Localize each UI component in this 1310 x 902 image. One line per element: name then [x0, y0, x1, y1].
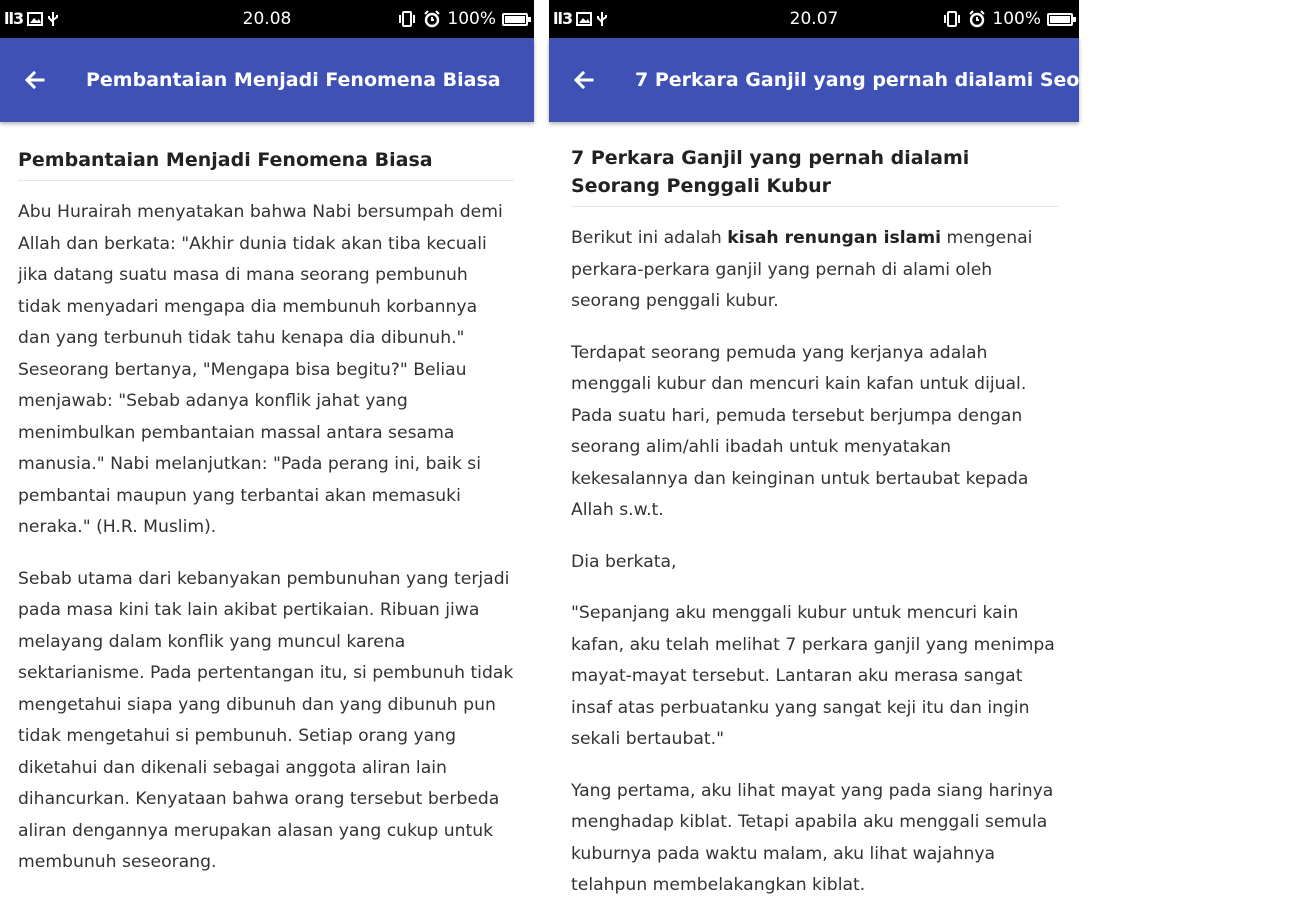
phone-screen-right	[549, 0, 1300, 900]
status-bar	[549, 0, 1079, 38]
signal-icon: ll3	[553, 9, 573, 28]
app-bar-title: Pembantaian Menjadi Fenomena Biasa	[86, 69, 501, 91]
back-button[interactable]	[0, 38, 70, 122]
battery-percent: 100%	[992, 9, 1041, 29]
intro-text-continued: mengenai perkara-perkara ganjil yang pernah di alami oleh seorang penggali kubur.	[571, 228, 1033, 311]
status-icons-right	[942, 0, 1073, 38]
battery-icon	[502, 13, 528, 26]
battery-icon	[1047, 13, 1073, 26]
article-content	[549, 122, 1079, 902]
battery-percent: 100%	[447, 9, 496, 29]
article-paragraph: Abu Hurairah menyatakan bahwa Nabi bersumpah demi Allah dan berkata: "Akhir dunia tidak akan tiba kecuali jika datang suatu masa di mana seorang pembunuh tidak menyadari mengapa dia membunuh korbannya dan yang terbunuh tidak tahu kenapa dia dibunuh." Seseorang bertanya, "Mengapa bisa begitu?" Beliau menjawab: "Sebab adanya konflik jahat yang menimbulkan pembantaian massal antara sesama manusia." Nabi melanjutkan: "Pada perang ini, baik si pembantai maupun yang terbantai akan memasuki neraka." (H.R. Muslim).	[18, 202, 503, 537]
back-button[interactable]	[549, 38, 619, 122]
status-time: 20.08	[242, 9, 292, 29]
article-paragraph: Dia berkata,	[571, 551, 677, 572]
intro-bold-text: kisah renungan islami	[727, 228, 942, 248]
phone-screen-left	[0, 0, 534, 900]
article-intro	[571, 223, 1059, 318]
vibrate-icon	[942, 10, 962, 28]
intro-text: Berikut ini adalah	[571, 228, 728, 248]
alarm-icon	[968, 10, 986, 28]
signal-icon: ll3	[4, 9, 24, 28]
app-bar	[0, 38, 534, 122]
article-paragraph: Terdapat seorang pemuda yang kerjanya adalah menggali kubur dan mencuri kain kafan untuk dijual. Pada suatu hari, pemuda tersebut berjumpa dengan seorang alim/ahli ibadah untuk menyatakan kekesalannya dan keinginan untuk bertaubat kepada Allah s.w.t.	[571, 342, 1029, 520]
status-icons-right	[397, 0, 528, 38]
vibrate-icon	[397, 10, 417, 28]
app-bar	[549, 38, 1300, 122]
arrow-left-icon	[572, 68, 596, 92]
article-heading: Pembantaian Menjadi Fenomena Biasa	[18, 146, 514, 181]
arrow-left-icon	[23, 68, 47, 92]
article-heading: 7 Perkara Ganjil yang pernah dialami Seorang Penggali Kubur	[571, 144, 1059, 207]
article-paragraph: Sebab utama dari kebanyakan pembunuhan yang terjadi pada masa kini tak lain akibat pertikaian. Ribuan jiwa melayang dalam konflik yang muncul karena sektarianisme. Pada pertentangan itu, si pembunuh tidak mengetahui siapa yang dibunuh dan yang dibunuh pun tidak mengetahui si pembunuh. Setiap orang yang diketahui dan dikenali sebagai anggota aliran lain dihancurkan. Kenyataan bahwa orang tersebut berbeda aliran dengannya merupakan alasan yang cukup untuk membunuh seseorang.	[18, 568, 514, 872]
status-bar	[0, 0, 534, 38]
app-bar-title: 7 Perkara Ganjil yang pernah dialami Seorang Penggali Kubur	[635, 69, 1300, 91]
article-paragraph: "Sepanjang aku menggali kubur untuk mencuri kain kafan, aku telah melihat 7 perkara ganjil yang menimpa mayat-mayat tersebut. Lantaran aku merasa sangat insaf atas perbuatanku yang sangat keji itu dan ingin sekali bertaubat."	[571, 603, 1055, 749]
article-content	[0, 122, 534, 879]
status-time: 20.07	[789, 9, 839, 29]
alarm-icon	[423, 10, 441, 28]
article-paragraph: Yang pertama, aku lihat mayat yang pada siang harinya menghadap kiblat. Tetapi apabila aku menggali semula kuburnya pada waktu malam, aku lihat wajahnya telahpun membelakangkan kiblat.	[571, 780, 1054, 895]
